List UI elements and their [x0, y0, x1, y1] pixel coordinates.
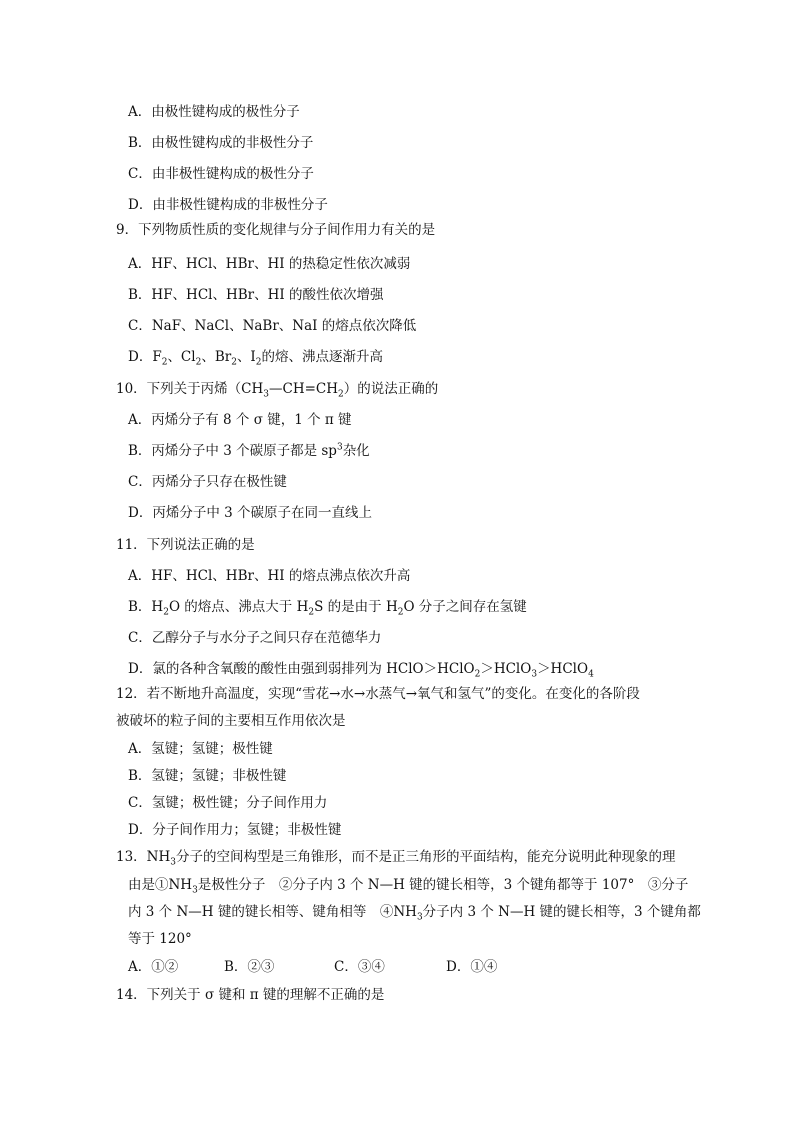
q10-option-c: C．丙烯分子只存在极性键: [128, 474, 287, 490]
q10-stem: 10．下列关于丙烯$(CH_3—CH=CH_2)$的说法正确的: [116, 381, 439, 400]
q10-option-a: A．丙烯分子有 8 个 σ 键，1 个 π 键: [128, 412, 352, 428]
q9-option-a: A．HF、HCl、HBr、HI 的热稳定性依次减弱: [128, 256, 411, 272]
q11-option-d: D．氯的各种含氧酸的酸性由强到弱排列为 HClO＞HClO$_2$＞HClO$_3$＞HClO$_4$: [128, 661, 594, 680]
q8-option-a: A．由极性键构成的极性分子: [128, 104, 300, 120]
q12-stem-line2: 被破坏的粒子间的主要相互作用依次是: [116, 713, 346, 729]
q13-choices: [128, 958, 497, 976]
q9-option-b: B．HF、HCl、HBr、HI 的酸性依次增强: [128, 287, 384, 303]
q12-option-b: B．氢键；氢键；非极性键: [128, 768, 287, 784]
q13-choice-b: B．②③: [224, 959, 275, 975]
q13-choice-d: D．①④: [446, 959, 498, 975]
q9-option-c: C．NaF、NaCl、NaBr、NaI 的熔点依次降低: [128, 318, 417, 334]
q13-choice-c: C．③④: [334, 959, 385, 975]
q9-option-d: D．$F_2$、$Cl_2$、$Br_2$、$I_2$的熔、沸点逐渐升高: [128, 349, 384, 368]
q12-stem-line1: 12．若不断地升高温度，实现“雪花→水→水蒸气→氧气和氢气”的变化。在变化的各阶段: [116, 686, 640, 702]
q13-line3: 内 3 个 N—H 键的键长相等、键角相等 $④NH_3$分子内 3 个 N—H 键的键长相等，3 个键角都: [128, 904, 701, 923]
q13-line4: 等于 120°: [128, 931, 192, 947]
q8-option-c: C．由非极性键构成的极性分子: [128, 166, 314, 182]
q8-option-b: B．由极性键构成的非极性分子: [128, 135, 314, 151]
q11-stem: 11．下列说法正确的是: [116, 537, 255, 553]
q11-option-c: C．乙醇分子与水分子之间只存在范德华力: [128, 630, 382, 646]
q14-stem: 14．下列关于 σ 键和 π 键的理解不正确的是: [116, 987, 385, 1003]
q12-option-a: A．氢键；氢键；极性键: [128, 741, 273, 757]
q12-option-c: C．氢键；极性键；分子间作用力: [128, 795, 328, 811]
q11-option-a: A．HF、HCl、HBr、HI 的熔点沸点依次升高: [128, 568, 411, 584]
q8-option-d: D．由非极性键构成的非极性分子: [128, 197, 328, 213]
q10-option-b: B．丙烯分子中 3 个碳原子都是 $sp^3$杂化: [128, 442, 370, 459]
q13-line2: 由是$①NH_3$是极性分子 ②分子内 3 个 N—H 键的键长相等，3 个键角都等于 107° ③分子: [128, 877, 689, 896]
q11-option-b: B．$H_2O$ 的熔点、沸点大于 $H_2S$ 的是由于 $H_2O$ 分子之间存在氢键: [128, 599, 527, 618]
q10-option-d: D．丙烯分子中 3 个碳原子在同一直线上: [128, 505, 372, 521]
q9-stem: 9．下列物质性质的变化规律与分子间作用力有关的是: [116, 222, 436, 238]
q12-option-d: D．分子间作用力；氢键；非极性键: [128, 822, 342, 838]
q13-line1: 13．$NH_3$分子的空间构型是三角锥形，而不是正三角形的平面结构，能充分说明此种现象的理: [116, 849, 676, 868]
q13-choice-a: A．①②: [128, 959, 179, 975]
